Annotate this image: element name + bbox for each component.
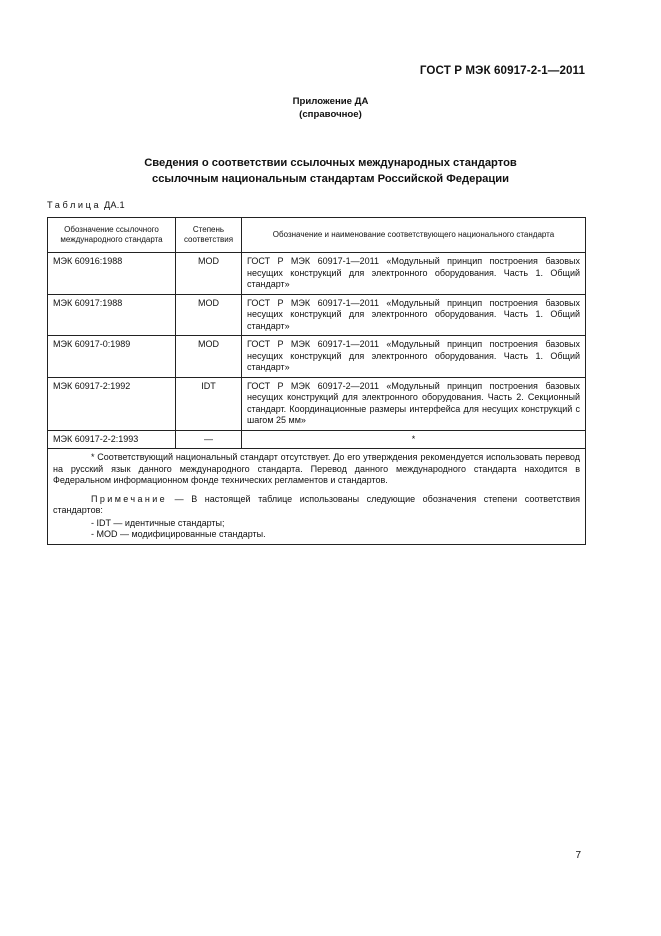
appendix-subtitle: (справочное) [299,109,362,120]
table-row [48,253,586,295]
section-title-line-2: ссылочным национальным стандартам Российской Федерации [151,173,510,185]
note-label: Примечание [91,493,168,504]
note-list [53,518,580,541]
cell-code: МЭК 60917-2:1992 [48,377,176,430]
note-text: — В настоящей таблице использованы следующие обозначения степени соответствия стандартов: [53,493,580,515]
cell-code: МЭК 60916:1988 [48,253,176,295]
note [53,494,580,517]
cell-degree: MOD [176,253,242,295]
note-list-item: - IDT — идентичные стандарты; [91,517,225,528]
header-international-standard: Обозначение ссылочного международного стандарта [48,218,176,253]
section-title-line-1: Сведения о соответствии ссылочных международных стандартов [144,157,517,169]
cell-national: ГОСТ Р МЭК 60917-2—2011 «Модульный принцип построения базовых несущих конструкций для электронного оборудования. Часть 2. Секционный стандарт. Координационные размеры интерфейса для несущих конструкций с шагом 25 мм» [242,377,586,430]
table-row [48,430,586,449]
cell-national: ГОСТ Р МЭК 60917-1—2011 «Модульный принцип построения базовых несущих конструкций для электронного оборудования. Часть 1. Общий стандарт» [242,336,586,378]
cell-code: МЭК 60917-0:1989 [48,336,176,378]
cell-national: ГОСТ Р МЭК 60917-1—2011 «Модульный принцип построения базовых несущих конструкций для электронного оборудования. Часть 1. Общий стандарт» [242,253,586,295]
page-number: 7 [575,850,581,861]
note-list-item: - MOD — модифицированные стандарты. [91,529,266,539]
table-row [48,294,586,336]
cell-degree: IDT [176,377,242,430]
header-degree: Степень соответствия [176,218,242,253]
table-row [48,377,586,430]
table-label-prefix: Таблица [47,200,102,210]
appendix-title: Приложение ДА [292,96,369,107]
header-national-standard: Обозначение и наименование соответствующего национального стандарта [242,218,586,253]
footnote: * Соответствующий национальный стандарт отсутствует. До его утверждения рекомендуется использовать перевод на русский язык данного международного стандарта. Перевод данного международного стандарта находится в Федеральном информационном фонде технических регламентов и стандартов. [53,452,580,485]
table-label [47,200,125,210]
cell-code: МЭК 60917-2-2:1993 [48,430,176,449]
cell-degree: MOD [176,294,242,336]
cell-national: * [242,430,586,449]
cell-degree: — [176,430,242,449]
section-title [0,155,661,187]
appendix-heading [0,95,661,121]
table-row [48,336,586,378]
table-label-number: ДА.1 [104,200,125,210]
cell-code: МЭК 60917:1988 [48,294,176,336]
notes-row [48,449,586,545]
reference-table [47,217,586,545]
notes-cell [48,449,586,545]
cell-degree: MOD [176,336,242,378]
table-header-row [48,218,586,253]
cell-national: ГОСТ Р МЭК 60917-1—2011 «Модульный принцип построения базовых несущих конструкций для электронного оборудования. Часть 1. Общий стандарт» [242,294,586,336]
standard-code: ГОСТ Р МЭК 60917-2-1—2011 [419,64,585,77]
